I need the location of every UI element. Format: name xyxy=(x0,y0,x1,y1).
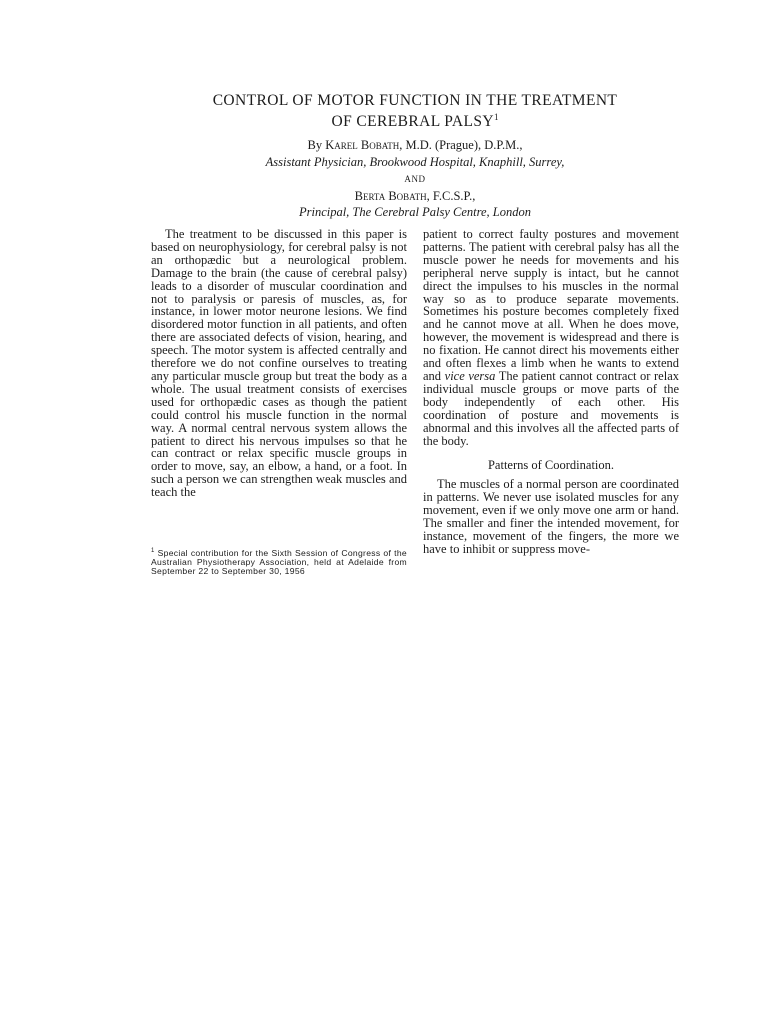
author-2-degrees: , F.C.S.P., xyxy=(426,189,476,203)
footnote xyxy=(151,547,407,576)
left-column-text: The treatment to be discussed in this paper is based on neurophysiology, for cerebral palsy is not an orthopædic but a neurological problem. Damage to the brain (the cause of cerebral palsy) leads to a disorder of muscular coordination and not to paralysis or paresis of muscles, as, for instance, in lower motor neurone lesions. We find disordered motor function in all patients, and often there are associated defects of vision, hearing, and speech. The motor system is affected centrally and therefore we do not confine ourselves to treating any particular muscle group but treat the body as a whole. The usual treatment consists of exercises used for orthopædic cases as though the patient could control his muscle function in the normal way. A normal central nervous system allows the patient to direct his nervous impulses so that he can contract or relax specific muscle groups in order to move, say, an elbow, a hand, or a foot. In such a person we can strengthen weak muscles and teach the xyxy=(151,227,407,500)
section-heading: Patterns of Coordination. xyxy=(487,458,615,473)
paper-title xyxy=(130,92,700,130)
author-2-affiliation: Principal, The Cerebral Palsy Centre, London xyxy=(298,205,532,219)
author-1-line xyxy=(130,137,700,153)
author-conjunction: AND xyxy=(404,174,426,184)
right-column-italic: vice versa xyxy=(444,368,496,383)
author-1-affiliation: Assistant Physician, Brookwood Hospital, Knaphill, Surrey, xyxy=(265,155,565,169)
footnote-mark: 1 xyxy=(151,548,155,554)
right-column xyxy=(423,228,679,556)
section-text: The muscles of a normal person are coordinated in patterns. We never use isolated muscles for any movement, even if we only move one arm or hand. The smaller and finer the intended movement, for instance, movement of the fingers, the more we have to inhibit or suppress move- xyxy=(423,477,679,556)
footnote-text: Special contribution for the Sixth Session of Congress of the Australian Physiotherapy Association, held at Adelaide from September 22 to September 30, 1956 xyxy=(151,547,407,577)
author-2-line xyxy=(130,188,700,204)
right-column-text-b: The patient cannot contract or relax individual muscle groups or move parts of the body independently of each other. His coordination of posture and movements is abnormal and this involves all the affected parts of the body. xyxy=(423,368,679,448)
author-1-by: By xyxy=(307,138,323,152)
right-column-paragraph xyxy=(423,228,679,447)
right-column-text-a: patient to correct faulty postures and movement patterns. The patient with cerebral palsy has all the muscle power he needs for movements and his peripheral nerve supply is intact, but he cannot direct the impulses to his muscles in the normal way so as to produce separate movements. Sometimes his posture becomes completely fixed and he cannot move at all. When he does move, however, the movement is widespread and there is no fixation. He cannot direct his movements either and often flexes a limb when he wants to extend and xyxy=(423,227,679,383)
title-line-2 xyxy=(130,109,700,130)
author-2-name: Berta Bobath xyxy=(354,189,427,203)
title-line-2-text: OF CEREBRAL PALSY xyxy=(331,113,494,131)
title-footnote-mark: 1 xyxy=(493,112,499,122)
title-line-1: CONTROL OF MOTOR FUNCTION IN THE TREATMENT xyxy=(212,92,618,109)
author-1-degrees: , M.D. (Prague), D.P.M., xyxy=(399,138,523,152)
left-column xyxy=(151,228,407,499)
author-1-name: Karel Bobath xyxy=(325,138,400,152)
